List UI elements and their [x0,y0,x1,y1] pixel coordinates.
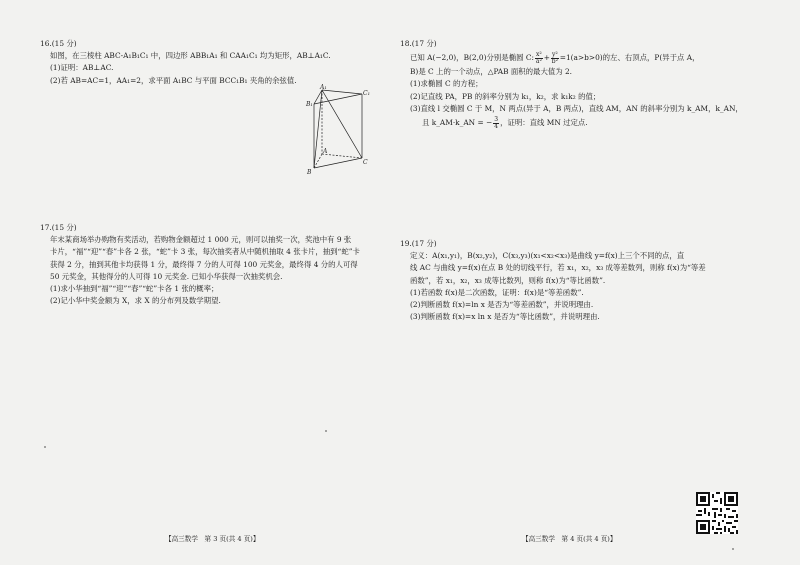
prism-figure [300,84,380,180]
question-17-number: 17. [40,223,52,232]
question-16-number: 16. [40,39,52,48]
question-19-part3: (3)判断函数 f(x)=x ln x 是否为“等比函数”，并说明理由. [410,312,600,322]
question-19-header [400,238,706,250]
question-19 [400,238,706,323]
label-A: A [323,148,328,155]
question-18 [400,38,743,131]
question-16-part1: (1)证明：AB⊥AC. [50,63,114,73]
question-19-part2: (2)判断函数 f(x)=ln x 是否为“等差函数”，并说明理由. [410,300,594,310]
question-18-part2: (2)记直线 PA，PB 的斜率分别为 k₁，k₂，求 k₁k₂ 的值； [410,91,601,101]
question-17-line-4: 50 元奖金，其他得分的人可得 10 元奖金. 已知小华获得一次抽奖机会. [50,271,283,281]
question-17 [40,222,360,307]
label-B: B [307,169,312,176]
fraction-numerator: y² [551,50,558,58]
scan-speck [44,446,46,448]
question-18-line-1 [400,50,743,66]
question-19-line-2: 线 AC 与曲线 y=f(x)在点 B 处的切线平行，若 x₁，x₂，x₃ 成等差数列，则称 f(x)为“等差 [410,263,706,273]
question-16 [40,38,331,87]
question-19-number: 19. [400,239,412,248]
question-18-line-1-prefix: 已知 A(−2,0)，B(2,0)分别是椭圆 C: [410,53,534,63]
left-page-footer: 【高三数学 第 3 页(共 4 页)】 [165,535,260,543]
question-18-part3b-prefix: 且 k_AM·k_AN = − [422,118,493,128]
question-19-part1: (1)若函数 f(x)是二次函数，证明：f(x)是“等差函数”. [410,287,584,297]
question-16-score: (15 分) [51,39,77,48]
question-18-part3: (3)直线 l 交椭圆 C 于 M，N 两点(异于 A，B 两点)，直线 AM，AN 的斜率分别为 k_AM，k_AN， [410,103,743,113]
question-18-part1: (1)求椭圆 C 的方程； [410,79,483,89]
question-16-part2: (2)若 AB=AC=1，AA₁=2，求平面 A₁BC 与平面 BCC₁B₁ 夹角的余弦值. [50,75,297,85]
fraction-numerator: x² [535,50,542,58]
scan-speck [732,548,734,550]
question-19-score: (17 分) [411,239,437,248]
question-16-header [40,38,331,50]
plus-sign: + [543,53,550,63]
label-B1: B₁ [306,101,313,108]
fraction-3-4 [493,117,499,130]
question-18-number: 18. [400,39,412,48]
qr-code [696,492,738,534]
question-18-part3b [400,115,743,131]
question-17-score: (15 分) [51,223,77,232]
fraction-x2-a2 [535,52,543,65]
label-A1: A₁ [320,84,327,91]
question-18-header [400,38,743,50]
question-18-line-2: B)是 C 上的一个动点，△PAB 面积的最大值为 2. [410,67,573,77]
question-17-line-1: 年末某商场举办购物有奖活动，若购物金额超过 1 000 元，则可以抽奖一次，奖池中有 9 张 [50,235,352,245]
fraction-denominator: b² [551,57,558,65]
question-17-line-2: 卡片，“福”“迎”“春”卡各 2 张，“蛇”卡 3 张，每次抽奖者从中随机抽取 4 张卡片，抽到“蛇”卡 [50,247,360,257]
question-18-score: (17 分) [411,39,437,48]
question-17-part2: (2)记小华中奖金额为 X，求 X 的分布列及数学期望. [50,296,221,306]
label-C: C [363,159,368,166]
label-C1: C₁ [363,90,370,97]
scan-speck [325,430,327,432]
fraction-denominator: a² [535,57,542,65]
question-18-line-1-suffix: =1(a>b>0)的左、右顶点，P(异于点 A， [559,53,700,63]
question-17-line-3: 获得 2 分，抽到其他卡均获得 1 分，最终得 7 分的人可得 100 元奖金，最终得 4 分的人可得 [50,259,358,269]
right-page [400,0,800,565]
fraction-numerator: 3 [494,115,499,123]
question-17-header [40,222,360,234]
fraction-y2-b2 [551,52,559,65]
question-16-stem: 如图，在三棱柱 ABC-A₁B₁C₁ 中，四边形 ABB₁A₁ 和 CAA₁C₁ 均为矩形，AB⊥A₁C. [50,51,331,61]
question-19-line-3: 函数”，若 x₁，x₂，x₃ 成等比数列，则称 f(x)为“等比函数”. [410,275,606,285]
fraction-denominator: 4 [494,122,499,130]
question-18-part3b-suffix: ，证明：直线 MN 过定点. [500,118,588,128]
question-17-part1: (1)求小华抽到“福”“迎”“春”“蛇”卡各 1 张的概率； [50,284,219,294]
right-page-footer: 【高三数学 第 4 页(共 4 页)】 [522,535,617,543]
question-19-line-1: 定义：A(x₁,y₁)，B(x₂,y₂)，C(x₃,y₃)(x₁<x₂<x₃)是曲线 y=f(x)上三个不同的点，直 [410,251,685,261]
